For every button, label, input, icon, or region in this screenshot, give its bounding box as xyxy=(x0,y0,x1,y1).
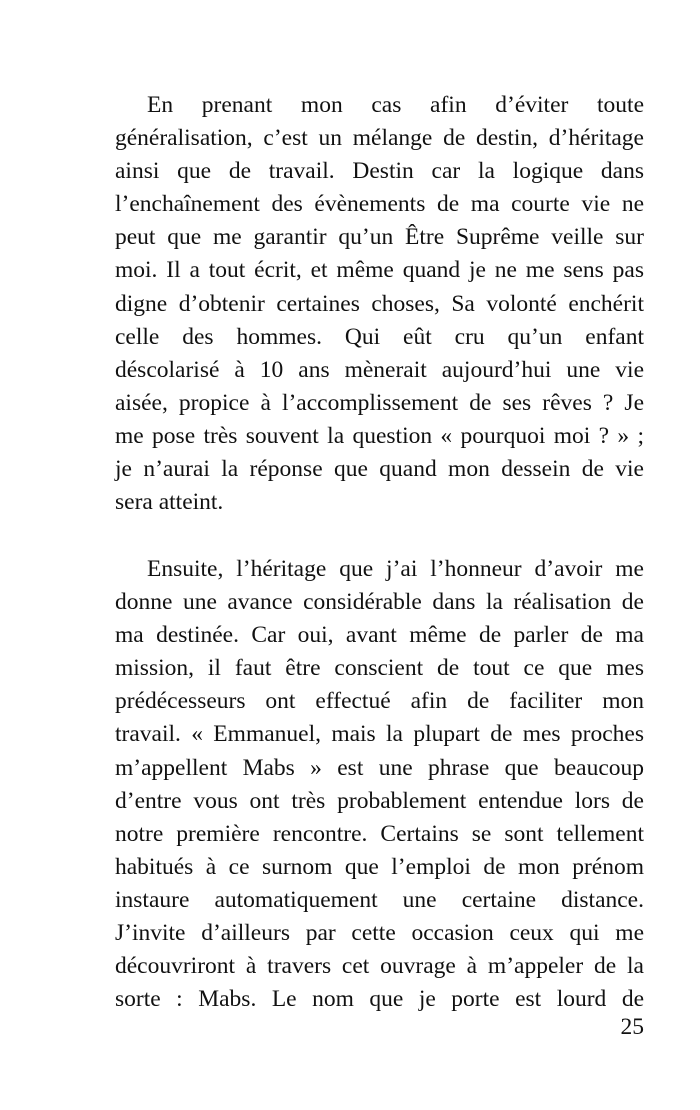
paragraph-line: Ensuite, l’héritage que j’ai l’honneur d’avoir me xyxy=(147,556,644,582)
paragraph-line: ainsi que de travail. Destin car la logique dans xyxy=(115,158,644,185)
paragraph-line: mission, il faut être conscient de tout ce que mes xyxy=(115,655,644,682)
paragraph-1 xyxy=(115,89,644,519)
paragraph-line: ma destinée. Car oui, avant même de parler de ma xyxy=(115,622,644,649)
paragraph-2 xyxy=(115,553,644,1016)
paragraph-line: déscolarisé à 10 ans mènerait aujourd’hui une vie xyxy=(115,356,644,383)
paragraph-line: travail. « Emmanuel, mais la plupart de mes proches xyxy=(115,721,644,748)
paragraph-line: sera atteint. xyxy=(115,489,224,516)
paragraph-line: m’appellent Mabs » est une phrase que beaucoup xyxy=(115,754,644,781)
paragraph-line: digne d’obtenir certaines choses, Sa volonté enchérit xyxy=(115,290,644,317)
paragraph-line: me pose très souvent la question « pourquoi moi ? » ; xyxy=(115,422,644,449)
paragraph-line: habitués à ce surnom que l’emploi de mon prénom xyxy=(115,853,644,880)
paragraph-line: moi. Il a tout écrit, et même quand je ne me sens pas xyxy=(115,257,644,284)
paragraph-line: l’enchaînement des évènements de ma courte vie ne xyxy=(115,191,644,218)
paragraph-line: généralisation, c’est un mélange de destin, d’héritage xyxy=(115,125,644,152)
paragraph-line: J’invite d’ailleurs par cette occasion ceux qui me xyxy=(115,920,644,947)
paragraph-line: d’entre vous ont très probablement entendue lors de xyxy=(115,787,644,814)
paragraph-line: prédécesseurs ont effectué afin de faciliter mon xyxy=(115,688,644,715)
paragraph-line: instaure automatiquement une certaine distance. xyxy=(115,886,644,913)
paragraph-line: peut que me garantir qu’un Être Suprême veille sur xyxy=(115,224,644,251)
page-number: 25 xyxy=(620,1014,644,1040)
paragraph-line: aisée, propice à l’accomplissement de ses rêves ? Je xyxy=(115,389,644,416)
paragraph-line: notre première rencontre. Certains se sont tellement xyxy=(115,820,644,847)
paragraph-line: donne une avance considérable dans la réalisation de xyxy=(115,589,644,616)
paragraph-line: En prenant mon cas afin d’éviter toute xyxy=(147,92,644,118)
paragraph-line: sorte : Mabs. Le nom que je porte est lourd de xyxy=(115,986,644,1013)
paragraph-line: je n’aurai la réponse que quand mon dessein de vie xyxy=(115,456,644,483)
paragraph-line: celle des hommes. Qui eût cru qu’un enfant xyxy=(115,323,644,350)
paragraph-line: découvriront à travers cet ouvrage à m’appeler de la xyxy=(115,953,644,980)
